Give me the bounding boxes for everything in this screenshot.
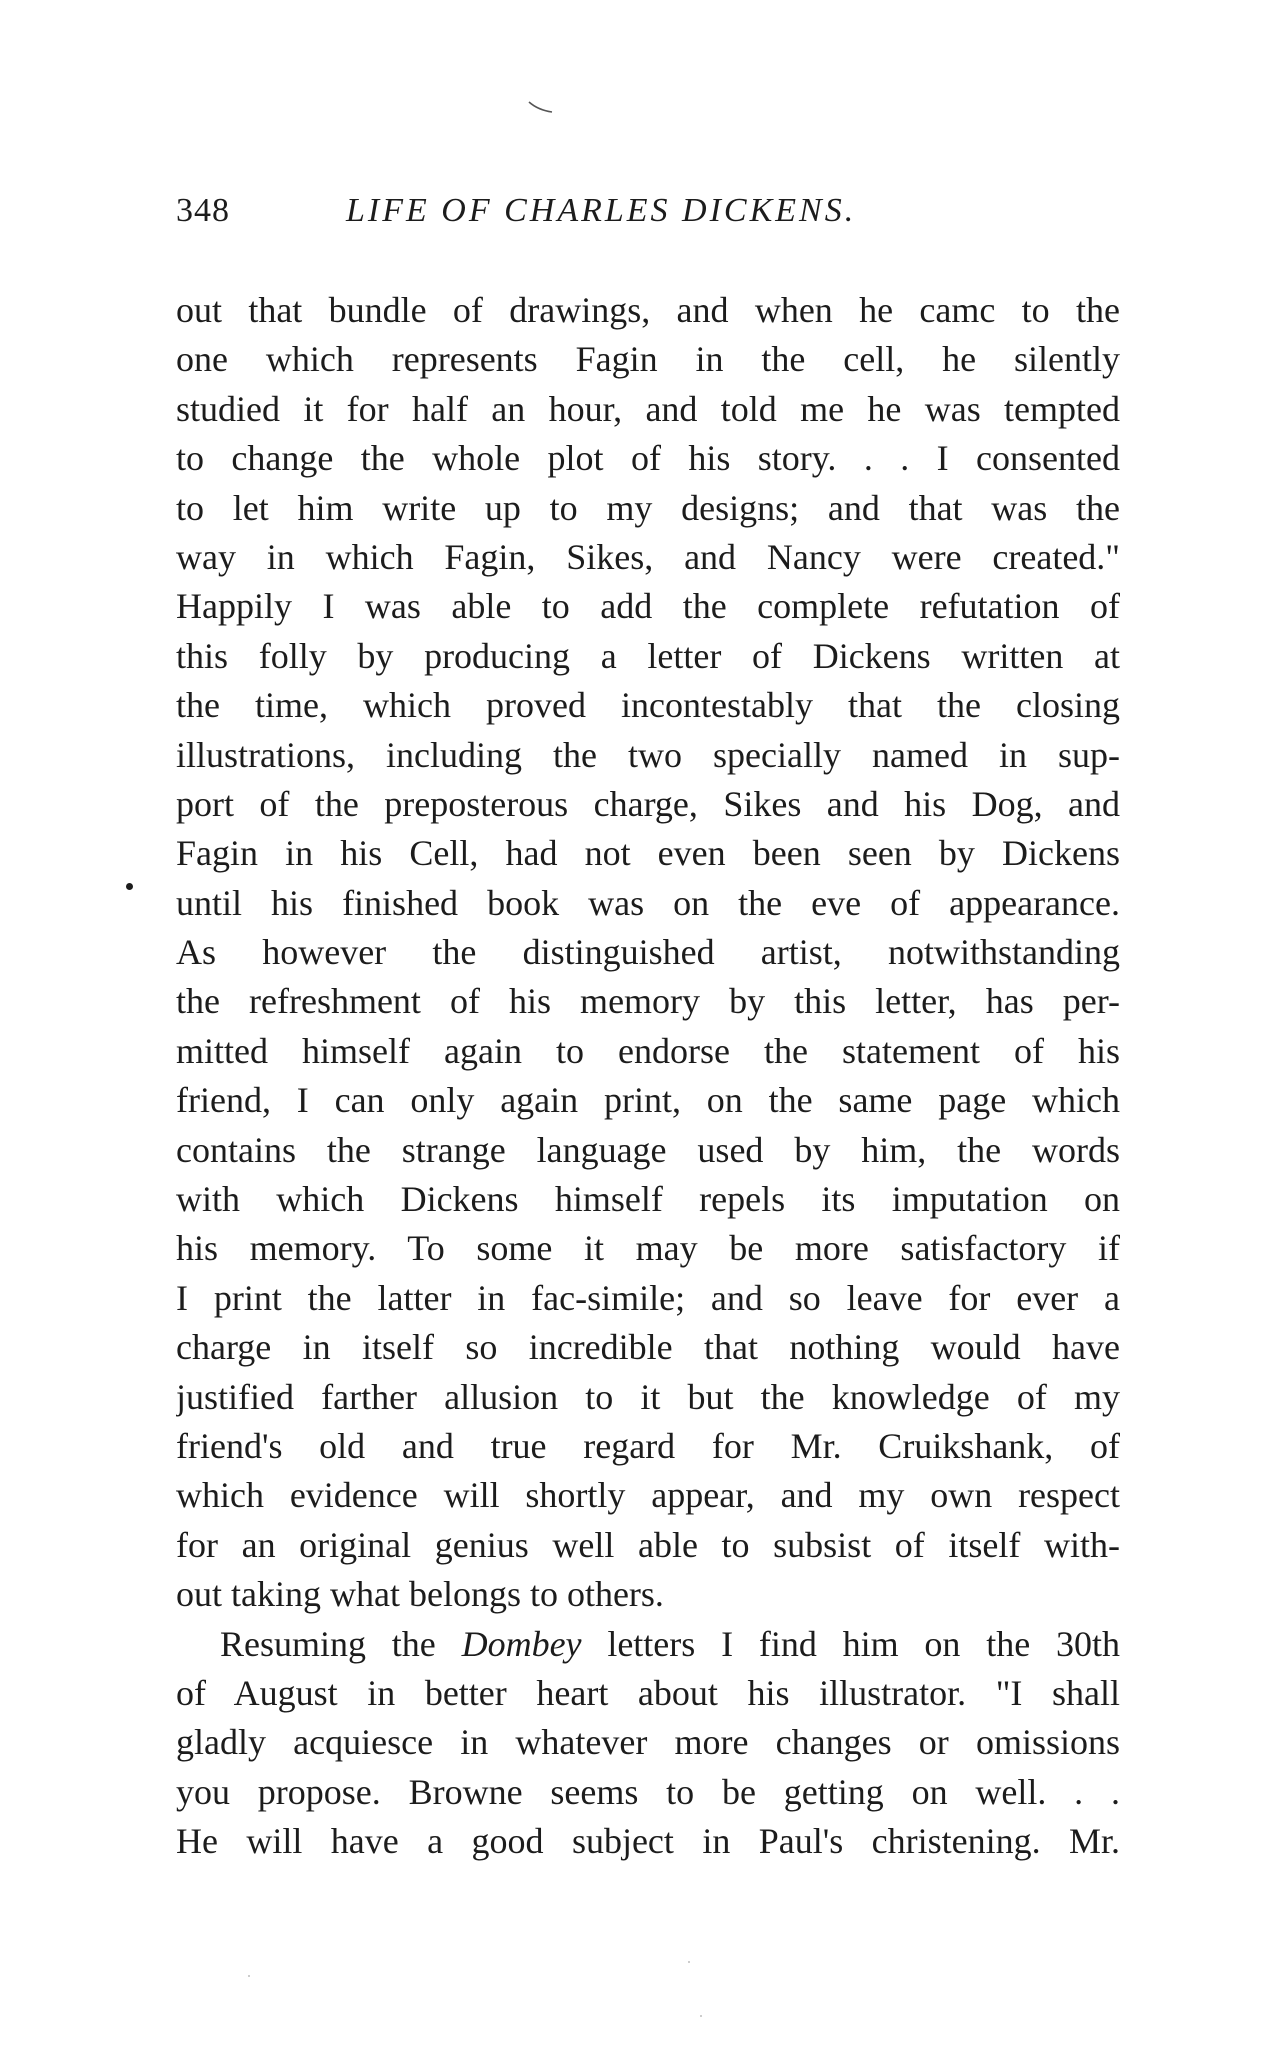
text-line: one which represents Fagin in the cell, he silently: [176, 339, 1120, 380]
text-line: He will have a good subject in Paul's christening. Mr.: [176, 1821, 1120, 1862]
text-line: way in which Fagin, Sikes, and Nancy were created.": [176, 536, 1120, 577]
text-line: illustrations, including the two specially named in sup-: [176, 734, 1120, 775]
paper-speck: [248, 1975, 250, 1977]
text-line: contains the strange language used by him, the words: [176, 1129, 1120, 1170]
text-line: gladly acquiesce in whatever more changes or omissions: [176, 1722, 1120, 1763]
paper-speck: [688, 1961, 690, 1963]
paragraph-last-line: out taking what belongs to others.: [176, 1574, 664, 1615]
text-line: I print the latter in fac-simile; and so leave for ever a: [176, 1277, 1120, 1318]
text-line: until his finished book was on the eve of appearance.: [176, 882, 1120, 923]
text-line: friend's old and true regard for Mr. Cruikshank, of: [176, 1425, 1120, 1466]
text-line: Happily I was able to add the complete refutation of: [176, 586, 1120, 627]
text-line: the time, which proved incontestably that the closing: [176, 685, 1120, 726]
text-line: with which Dickens himself repels its imputation on: [176, 1179, 1120, 1220]
text-line: the refreshment of his memory by this letter, has per-: [176, 981, 1120, 1022]
body-text: [176, 286, 1120, 1867]
text-line: Fagin in his Cell, had not even been seen by Dickens: [176, 833, 1120, 874]
text-line: studied it for half an hour, and told me he was tempted: [176, 388, 1120, 429]
text-line: As however the distinguished artist, notwithstanding: [176, 932, 1120, 973]
margin-dot-icon: [126, 883, 133, 890]
text-line: to change the whole plot of his story. . . I consented: [176, 438, 1120, 479]
book-title-italic: Dombey: [461, 1623, 582, 1664]
paragraph-first-line: [176, 1620, 1120, 1669]
running-title: LIFE OF CHARLES DICKENS.: [346, 192, 857, 229]
page-number: 348: [176, 192, 230, 229]
text-line: port of the preposterous charge, Sikes and his Dog, and: [176, 783, 1120, 824]
text-line: to let him write up to my designs; and that was the: [176, 487, 1120, 528]
text-line: for an original genius well able to subsist of itself with-: [176, 1524, 1120, 1565]
text-line: of August in better heart about his illustrator. "I shall: [176, 1672, 1120, 1713]
text-line: charge in itself so incredible that nothing would have: [176, 1327, 1120, 1368]
page-header: [176, 192, 1120, 242]
text-line: out that bundle of drawings, and when he camc to the: [176, 290, 1120, 330]
text-line: justified farther allusion to it but the knowledge of my: [176, 1376, 1120, 1417]
text-run: letters I find him on the 30th: [581, 1623, 1120, 1664]
text-line: mitted himself again to endorse the statement of his: [176, 1030, 1120, 1071]
text-line: his memory. To some it may be more satisfactory if: [176, 1228, 1120, 1269]
text-line: this folly by producing a letter of Dickens written at: [176, 635, 1120, 676]
text-run: Resuming the: [220, 1623, 462, 1664]
text-line: which evidence will shortly appear, and my own respect: [176, 1475, 1120, 1516]
ink-mark-icon: [528, 100, 554, 114]
text-line: you propose. Browne seems to be getting on well. . .: [176, 1771, 1120, 1812]
text-line: friend, I can only again print, on the same page which: [176, 1080, 1120, 1121]
paper-speck: [700, 2015, 702, 2017]
